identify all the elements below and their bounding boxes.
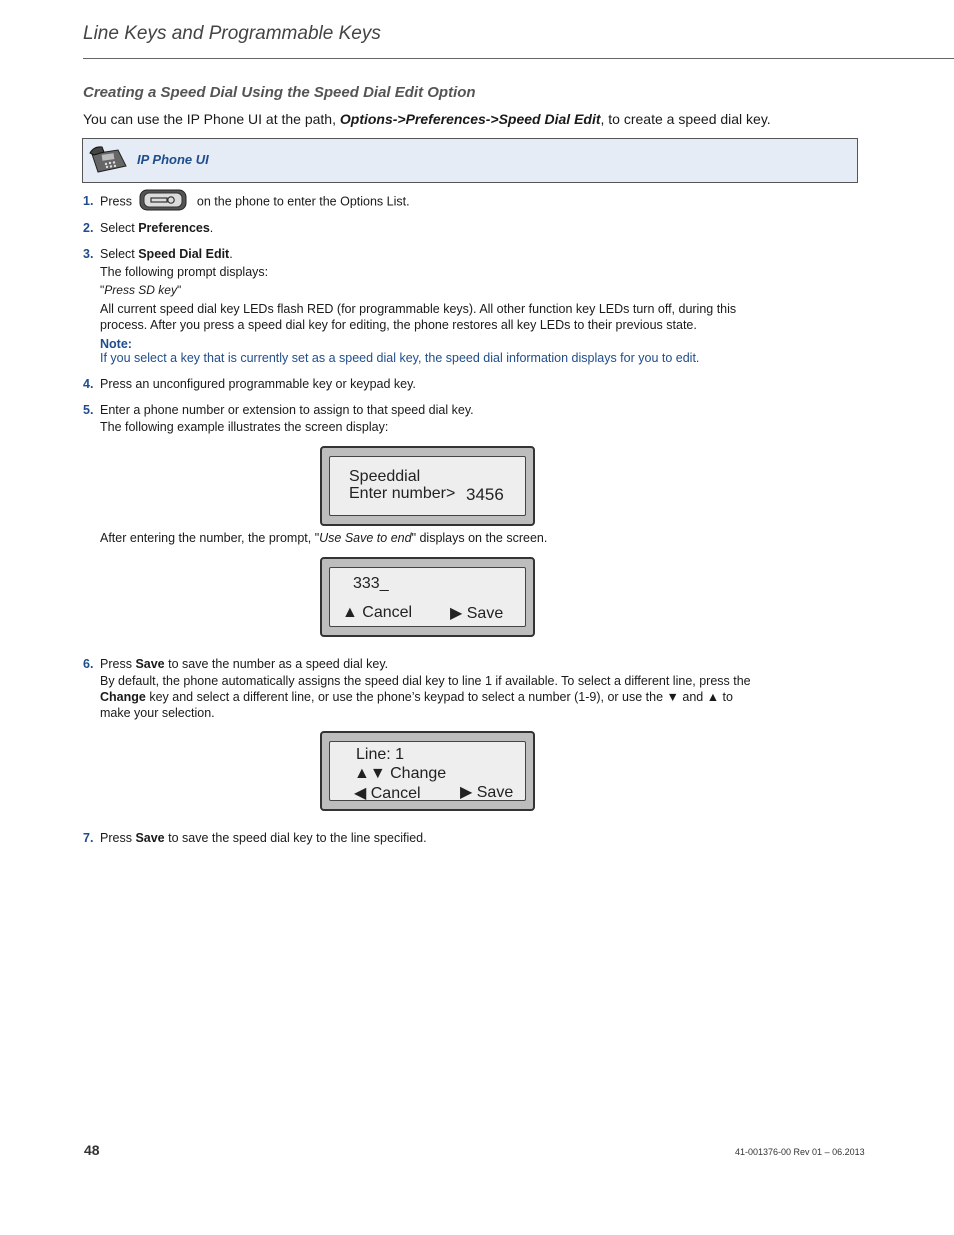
note-label: Note: — [100, 337, 132, 351]
step-6-post: to save the number as a speed dial key. — [164, 657, 389, 671]
screen-line-2-value: 3456 — [466, 485, 504, 504]
screen-save-softkey: ▶ Save — [450, 605, 504, 622]
after-entry-text — [100, 530, 547, 546]
phone-screen-save-prompt — [320, 557, 535, 637]
prompt-quote-open: " — [100, 283, 105, 297]
ip-phone-ui-banner — [82, 138, 858, 183]
page-number: 48 — [84, 1142, 100, 1158]
intro-path: Options->Preferences->Speed Dial Edit — [339, 111, 601, 127]
step-number: 3. — [83, 247, 94, 261]
step-number: 6. — [83, 657, 94, 671]
step-4-text: Press an unconfigured programmable key or keypad key. — [100, 377, 416, 391]
phone-icon — [88, 144, 128, 176]
chapter-title: Line Keys and Programmable Keys — [83, 23, 381, 44]
step-7-bold: Save — [135, 831, 165, 845]
document-id: 41-001376-00 Rev 01 – 06.2013 — [735, 1147, 865, 1157]
intro-pre: You can use the IP Phone UI at the path, — [83, 111, 340, 127]
section-heading: Creating a Speed Dial Using the Speed Dial Edit Option — [83, 84, 476, 101]
step-3-line2: The following prompt displays: — [100, 265, 269, 279]
step-6-para-a: By default, the phone automatically assigns the speed dial key to line 1 if available. To select a different line, press the — [100, 674, 751, 688]
header-divider — [83, 58, 954, 59]
options-key-icon — [139, 189, 187, 211]
step-1-pre: Press — [100, 194, 132, 209]
step-6-pre: Press — [100, 657, 136, 671]
screen-line-1: Line: 1 — [356, 746, 405, 763]
step-3-post: . — [229, 247, 233, 261]
after-entry-pre: After entering the number, the prompt, " — [100, 531, 320, 545]
step-3-prompt — [100, 282, 762, 298]
step-number: 2. — [83, 221, 94, 235]
step-3-bold: Speed Dial Edit — [138, 247, 230, 261]
screen-line-1: Speeddial — [349, 468, 421, 485]
step-7-post: to save the speed dial key to the line specified. — [164, 831, 427, 845]
step-number: 5. — [83, 403, 94, 417]
step-1-post: on the phone to enter the Options List. — [196, 194, 410, 209]
step-number: 1. — [83, 194, 94, 208]
after-entry-post: " displays on the screen. — [411, 531, 548, 545]
step-5-text: Enter a phone number or extension to assign to that speed dial key. — [100, 403, 474, 417]
step-number: 4. — [83, 377, 94, 391]
step-6-para-bold: Change — [100, 690, 146, 704]
phone-screen-line-select — [320, 731, 535, 811]
prompt-quote-close: " — [176, 283, 182, 297]
ip-phone-ui-label: IP Phone UI — [137, 152, 209, 167]
prompt-text: Press SD key — [104, 283, 177, 297]
step-2-bold: Preferences — [138, 221, 210, 235]
step-5-line2: The following example illustrates the screen display: — [100, 420, 389, 434]
step-2-post: . — [209, 221, 214, 235]
screen-cancel-softkey: ◀ Cancel — [354, 785, 421, 802]
intro-post: , to create a speed dial key. — [600, 111, 771, 127]
screen-change-softkey: ▲▼ Change — [354, 765, 447, 782]
screen-save-softkey: ▶ Save — [460, 784, 514, 801]
after-entry-italic: Use Save to end — [319, 531, 412, 545]
step-6-bold: Save — [135, 657, 165, 671]
note-text: If you select a key that is currently set as a speed dial key, the speed dial information displays for you to edit. — [100, 351, 700, 365]
step-6-para-b: key and select a different line, or use the phone’s keypad to select a number (1-9), or use the ▼ and ▲ to make your selection. — [100, 690, 733, 720]
step-number: 7. — [83, 831, 94, 845]
screen-cancel-softkey: ▲ Cancel — [342, 604, 413, 621]
step-2-pre: Select — [100, 221, 139, 235]
phone-screen-speeddial — [320, 446, 535, 526]
step-7-pre: Press — [100, 831, 136, 845]
screen-line-1: 333_ — [353, 575, 389, 592]
step-3-pre: Select — [100, 247, 139, 261]
intro-paragraph — [83, 111, 771, 127]
step-3-paragraph: All current speed dial key LEDs flash RED (for programmable keys). All other function key LEDs turn off, during this process. After you press a speed dial key for editing, the phone restores all key LEDs to their previous state. — [100, 302, 737, 332]
screen-line-2-label: Enter number> — [349, 485, 456, 502]
step-6-paragraph — [100, 673, 762, 721]
